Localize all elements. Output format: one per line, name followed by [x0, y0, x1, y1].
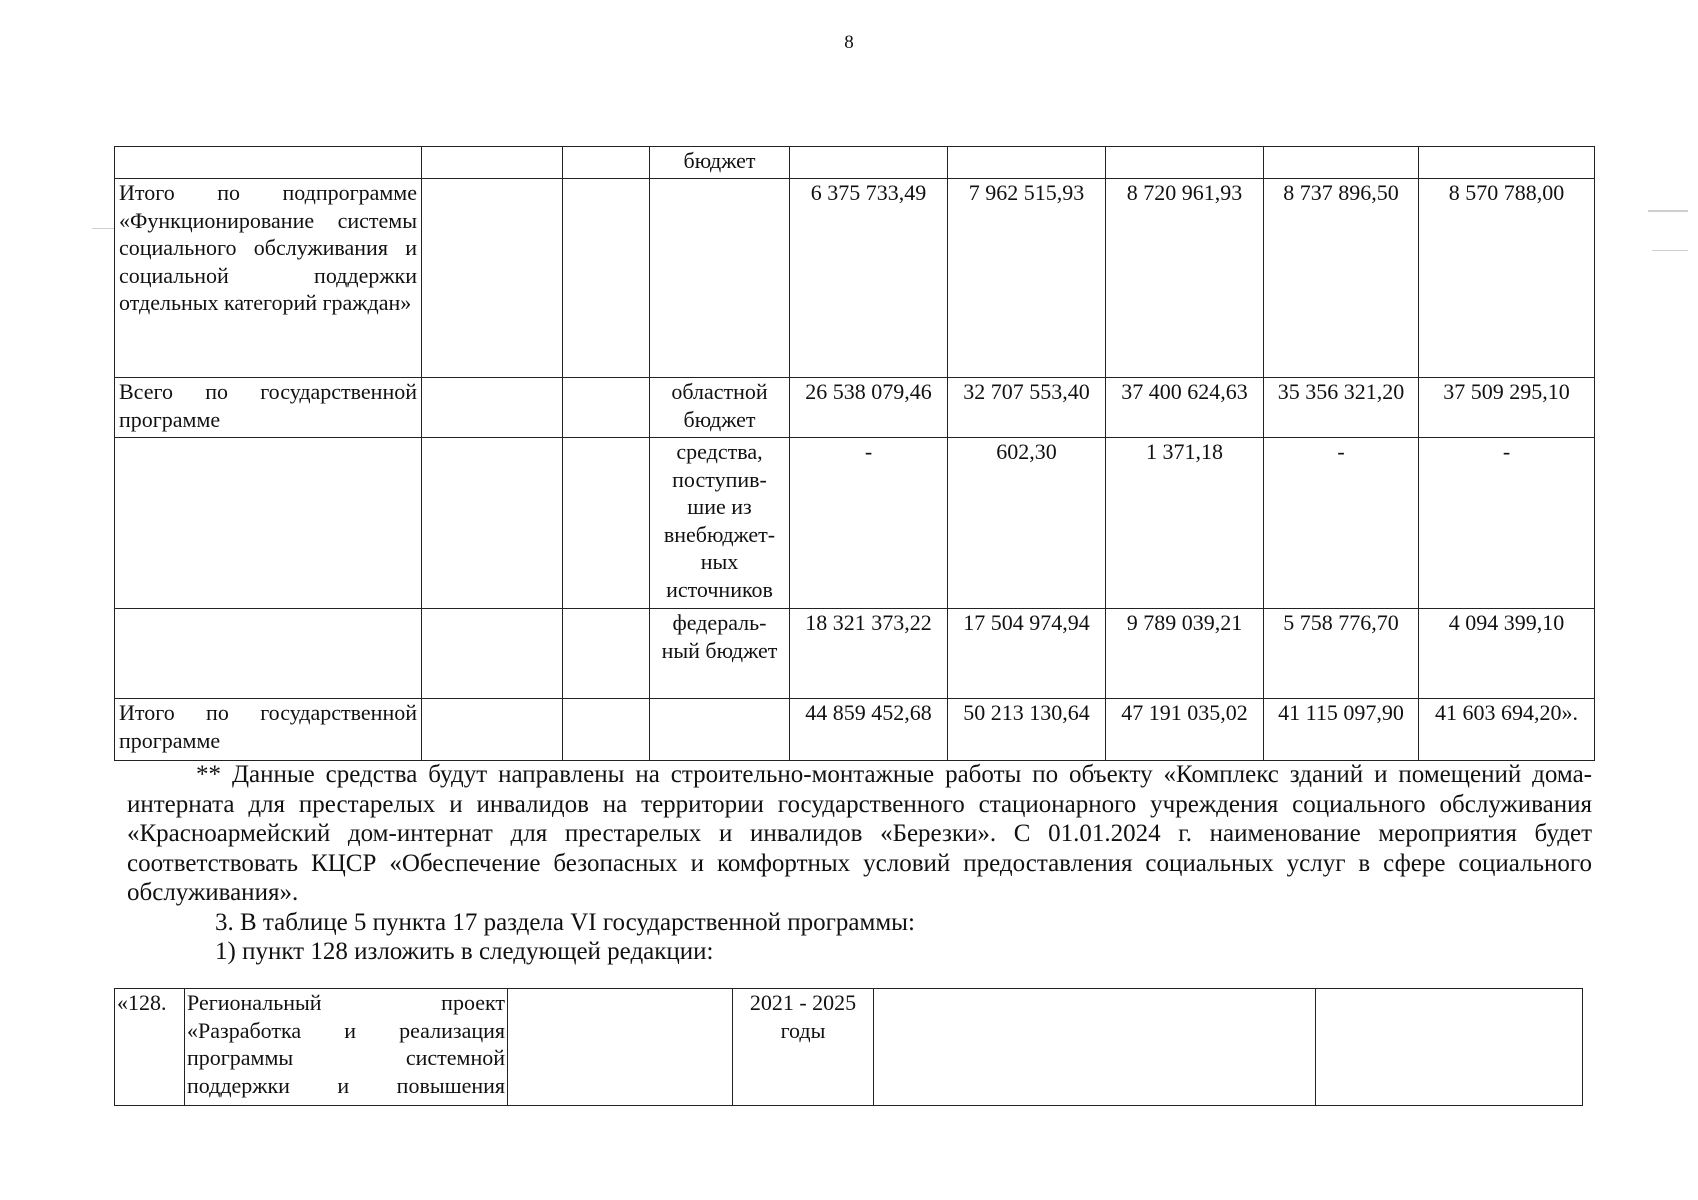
amount-cell: 37 509 295,10	[1419, 378, 1595, 438]
funding-source: средства, поступив-шие из внебюджет-ных источников	[650, 438, 790, 609]
empty-cell	[422, 699, 563, 761]
empty-cell	[422, 438, 563, 609]
amount-cell: 41 115 097,90	[1264, 699, 1419, 761]
amount-cell	[1419, 147, 1595, 179]
amount-cell	[1264, 147, 1419, 179]
row-name: Всего по государственной программе	[115, 378, 422, 438]
table-row	[115, 179, 1595, 378]
project-name-line: Региональный проект	[187, 990, 505, 1015]
empty-cell	[563, 179, 650, 378]
amount-cell: 1 371,18	[1106, 438, 1264, 609]
scan-artifact	[1648, 210, 1688, 212]
empty-cell	[563, 378, 650, 438]
table-row	[115, 609, 1595, 699]
empty-cell	[422, 147, 563, 179]
item-number: «128.	[115, 989, 185, 1106]
scan-artifact	[92, 228, 114, 229]
amount-cell: 44 859 452,68	[790, 699, 948, 761]
page-number: 8	[844, 32, 854, 53]
financing-table	[114, 146, 1595, 761]
amount-cell: 7 962 515,93	[948, 179, 1106, 378]
amount-cell	[948, 147, 1106, 179]
row-name	[115, 438, 422, 609]
table-row	[115, 147, 1595, 179]
empty-cell	[563, 699, 650, 761]
body-text	[127, 760, 1592, 967]
funding-source: областной бюджет	[650, 378, 790, 438]
empty-cell	[422, 609, 563, 699]
funding-source: федераль-ный бюджет	[650, 609, 790, 699]
amount-cell: 4 094 399,10	[1419, 609, 1595, 699]
amount-cell: 37 400 624,63	[1106, 378, 1264, 438]
empty-cell	[563, 147, 650, 179]
row-name: Итого по подпрограмме «Функционирование системы социального обслуживания и социальной поддержки отдельных категорий граждан»	[115, 179, 422, 378]
project-years: 2021 - 2025 годы	[733, 989, 874, 1106]
table-row	[115, 699, 1595, 761]
amendment-item-3: 3. В таблице 5 пункта 17 раздела VI государственной программы:	[215, 908, 915, 936]
amount-cell: 8 570 788,00	[1419, 179, 1595, 378]
amount-cell: 35 356 321,20	[1264, 378, 1419, 438]
empty-cell	[563, 609, 650, 699]
project-name	[185, 989, 508, 1106]
amount-cell: -	[1419, 438, 1595, 609]
amount-cell: 8 737 896,50	[1264, 179, 1419, 378]
amount-cell: 6 375 733,49	[790, 179, 948, 378]
empty-cell	[422, 378, 563, 438]
row-name	[115, 147, 422, 179]
amendment-subitem-1: 1) пункт 128 изложить в следующей редакции:	[215, 938, 714, 965]
amount-cell: 18 321 373,22	[790, 609, 948, 699]
amount-cell: 26 538 079,46	[790, 378, 948, 438]
empty-cell	[1316, 989, 1583, 1106]
row-name	[115, 609, 422, 699]
amount-cell: 602,30	[948, 438, 1106, 609]
empty-cell	[874, 989, 1316, 1106]
project-name-line: программы системной	[187, 1045, 505, 1070]
project-name-line: поддержки и повышения	[187, 1072, 505, 1098]
empty-cell	[563, 438, 650, 609]
scan-artifact	[1652, 250, 1688, 251]
project-name-line: «Разработка и реализация	[187, 1017, 505, 1043]
row-name: Итого по государственной программе	[115, 699, 422, 761]
amount-cell: 50 213 130,64	[948, 699, 1106, 761]
amount-cell: 9 789 039,21	[1106, 609, 1264, 699]
amount-cell	[1106, 147, 1264, 179]
amount-cell: 8 720 961,93	[1106, 179, 1264, 378]
footnote-paragraph: ** Данные средства будут направлены на строительно-монтажные работы по объекту «Комплекс зданий и помещений дома-интерната для престарелых и инвалидов на территории государственного стационарного учреждения социального обслуживания «Красноармейский дом-интернат для престарелых и инвалидов «Березки». С 01.01.2024 г. наименование мероприятия будет соответствовать КЦСР «Обеспечение безопасных и комфортных условий предоставления социальных услуг в сфере социального обслуживания».	[127, 761, 1592, 906]
amount-cell: 47 191 035,02	[1106, 699, 1264, 761]
amount-cell: 32 707 553,40	[948, 378, 1106, 438]
funding-source	[650, 699, 790, 761]
funding-source: бюджет	[650, 147, 790, 179]
amount-cell: -	[1264, 438, 1419, 609]
funding-source	[650, 179, 790, 378]
empty-cell	[508, 989, 733, 1106]
amount-cell: 17 504 974,94	[948, 609, 1106, 699]
amount-cell: 41 603 694,20».	[1419, 699, 1595, 761]
empty-cell	[422, 179, 563, 378]
amount-cell: 5 758 776,70	[1264, 609, 1419, 699]
amount-cell	[790, 147, 948, 179]
table-row	[115, 989, 1583, 1106]
table-row	[115, 378, 1595, 438]
project-table	[114, 988, 1583, 1106]
amount-cell: -	[790, 438, 948, 609]
table-row	[115, 438, 1595, 609]
